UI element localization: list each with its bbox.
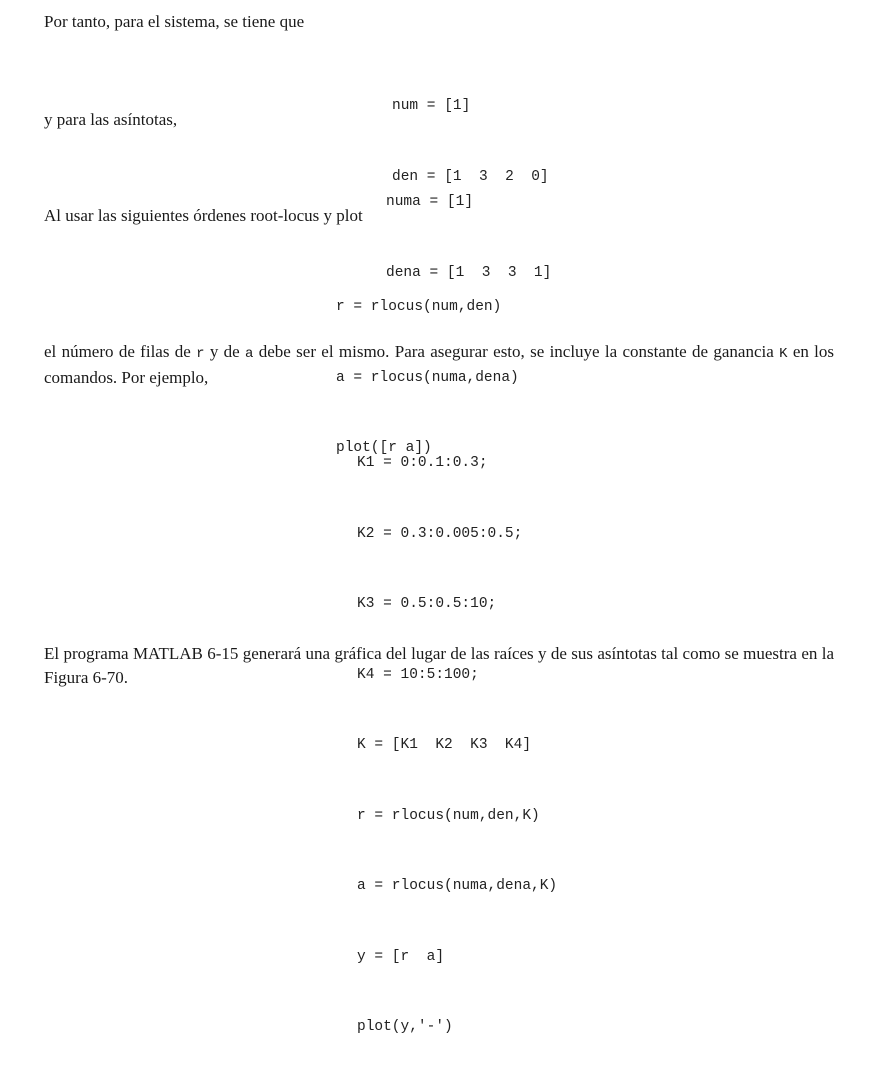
- text-span: en los comandos. Por ejemplo,: [44, 342, 835, 387]
- inline-code-k: K: [779, 346, 788, 362]
- text-span: y de: [204, 342, 246, 361]
- paragraph-asymptotes: y para las asíntotas,: [44, 110, 178, 129]
- text-span: el número de filas de: [44, 342, 197, 361]
- inline-code-a: a: [245, 346, 254, 362]
- code-line: r = rlocus(num,den,K): [357, 807, 540, 824]
- text-span: debe ser el mismo. Para asegurar esto, se incluye la constante de ganancia: [253, 342, 780, 361]
- code-line: plot(y,'-'): [357, 1019, 453, 1035]
- code-line: plot([r a]): [336, 440, 432, 456]
- code-line: K2 = 0.3:0.005:0.5;: [357, 525, 523, 542]
- code-line: K1 = 0:0.1:0.3;: [357, 455, 488, 471]
- code-line: y = [r a]: [357, 948, 445, 965]
- code-block-gain: [357, 405, 557, 1087]
- paragraph-program: El programa MATLAB 6-15 generará una gráfica del lugar de las raíces y de sus asíntotas tal como se muestra en la Figura 6-70.: [44, 644, 834, 687]
- paragraph-rows: [44, 340, 834, 390]
- paragraph-commands: Al usar las siguientes órdenes root-locus y plot: [44, 206, 363, 225]
- code-line: numa = [1]: [386, 194, 474, 210]
- code-line: den = [1 3 2 0]: [392, 168, 549, 185]
- code-line: K = [K1 K2 K3 K4]: [357, 737, 532, 753]
- code-line: dena = [1 3 3 1]: [386, 264, 552, 281]
- code-line: a = rlocus(numa,dena): [336, 369, 519, 386]
- code-line: K4 = 10:5:100;: [357, 666, 479, 683]
- code-line: a = rlocus(numa,dena,K): [357, 878, 558, 894]
- code-line: num = [1]: [392, 98, 471, 114]
- paragraph-intro: Por tanto, para el sistema, se tiene que: [44, 12, 305, 31]
- inline-code-r: r: [196, 346, 205, 362]
- code-line: K3 = 0.5:0.5:10;: [357, 596, 497, 612]
- code-line: r = rlocus(num,den): [336, 299, 502, 315]
